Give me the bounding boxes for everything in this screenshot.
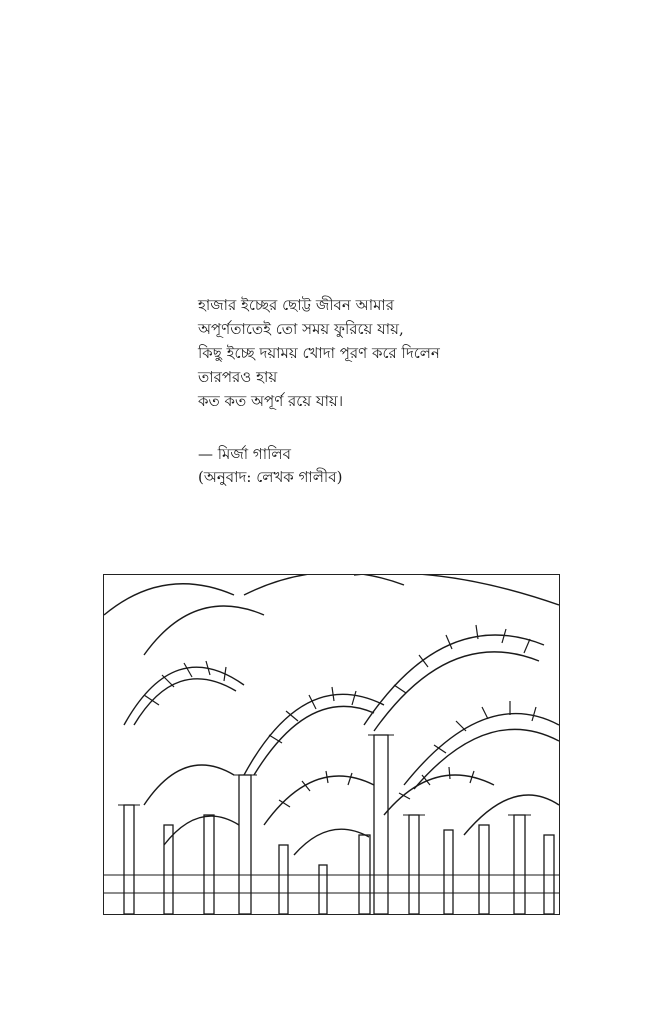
poem-line-1: হাজার ইচ্ছের ছোট্ট জীবন আমার	[198, 296, 395, 314]
poem-line-5: কত কত অপূর্ণ রয়ে যায়।	[198, 392, 344, 410]
poem-line-2: অপূর্ণতাতেই তো সময় ফুরিয়ে যায়,	[198, 320, 404, 338]
arches-drawing	[104, 575, 559, 914]
poem	[198, 293, 528, 413]
poem-line-4: তারপরও হায়	[198, 368, 278, 386]
attribution	[198, 443, 498, 489]
author-line: — মির্জা গালিব	[198, 445, 291, 463]
mosque-arches-illustration	[103, 574, 560, 915]
poem-line-3: কিছু ইচ্ছে দয়াময় খোদা পূরণ করে দিলেন	[198, 344, 440, 362]
translation-credit: (অনুবাদ: লেখক গালীব)	[198, 468, 343, 486]
